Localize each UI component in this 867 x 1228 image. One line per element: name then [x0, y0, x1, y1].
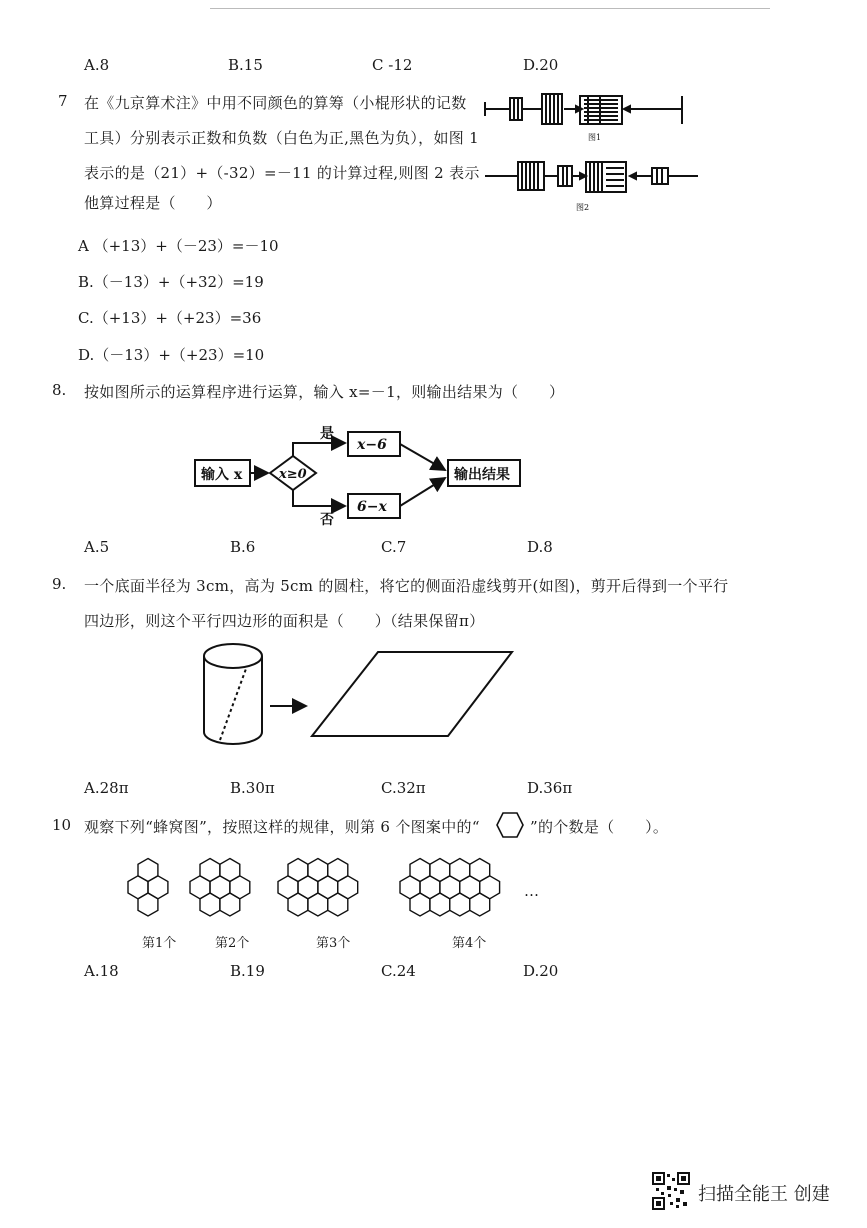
q7-line-3: 表示的是（21）+（-32）=－11 的计算过程,则图 2 表示	[84, 164, 480, 182]
q10-label-1: 第1个	[142, 936, 177, 951]
q8-number: 8.	[52, 381, 67, 399]
q6-option-a: A.8	[84, 56, 110, 74]
q10-ellipsis: …	[524, 882, 539, 900]
honeycomb-cell	[220, 893, 240, 916]
q7-option-d: D.（－13）+（+23）=10	[78, 346, 265, 364]
flow-output-label: 输出结果	[454, 467, 510, 483]
q8-text: 按如图所示的运算程序进行运算，输入 x=－1，则输出结果为（ ）	[84, 383, 565, 401]
parallelogram	[312, 652, 512, 736]
qr-code-icon	[652, 1172, 690, 1210]
q8-option-b: B.6	[230, 538, 256, 556]
q9-figure	[198, 640, 528, 752]
honeycomb-cell	[470, 893, 490, 916]
figure-2-label: 图2	[576, 203, 590, 212]
q8-option-a: A.5	[84, 538, 110, 556]
flow-no-label: 否	[320, 512, 334, 528]
honeycomb-cell	[430, 893, 450, 916]
cylinder	[204, 644, 262, 744]
q7-option-c: C.（+13）+（+23）=36	[78, 309, 262, 327]
q10-label-2: 第2个	[215, 936, 250, 951]
q8-option-d: D.8	[527, 538, 553, 556]
flow-yes-label: 是	[320, 426, 334, 442]
q10-option-d: D.20	[523, 962, 559, 980]
top-rule	[210, 8, 770, 9]
flow-yes-box-label: x−6	[357, 437, 387, 453]
q10-label-3: 第3个	[316, 936, 351, 951]
q10-text-before: 观察下列“蜂窝图”，按照这样的规律，则第 6 个图案中的“	[84, 818, 480, 836]
figure-1-label: 图1	[588, 133, 602, 142]
q9-line-1: 一个底面半径为 3cm，高为 5cm 的圆柱，将它的侧面沿虚线剪开(如图)，剪开后得到一个平行	[84, 577, 729, 595]
q7-line-1: 在《九京算术注》中用不同颜色的算筹（小棍形状的记数	[84, 94, 467, 112]
honeycomb-cell	[288, 893, 308, 916]
honeycomb-cell	[328, 893, 348, 916]
q10-option-b: B.19	[230, 962, 265, 980]
q6-option-b: B.15	[228, 56, 263, 74]
q7-line-2: 工具）分别表示正数和负数（白色为正,黑色为负），如图 1	[84, 129, 479, 147]
q10-option-c: C.24	[381, 962, 416, 980]
q8-option-c: C.7	[381, 538, 407, 556]
honeycomb-cell	[410, 893, 430, 916]
q10-text-after: ”的个数是（ ）。	[530, 818, 669, 836]
q10-option-a: A.18	[84, 962, 119, 980]
q9-number: 9.	[52, 575, 67, 593]
q7-option-b: B.（－13）+（+32）=19	[78, 273, 264, 291]
honeycomb-cell	[308, 893, 328, 916]
q10-label-4: 第4个	[452, 936, 487, 951]
q9-option-b: B.30π	[230, 779, 275, 797]
figure-1-rods	[485, 94, 682, 124]
q6-option-c: C -12	[372, 56, 413, 74]
q7-number: 7	[58, 92, 68, 110]
q7-option-a: A （+13）+（－23）=－10	[78, 237, 279, 255]
honeycomb-cell	[138, 893, 158, 916]
q9-line-2: 四边形，则这个平行四边形的面积是（ ）（结果保留π）	[84, 612, 485, 630]
hexagon-icon	[495, 810, 525, 840]
q7-rod-figures	[480, 88, 705, 216]
honeycomb-cell	[200, 893, 220, 916]
q9-option-d: D.36π	[527, 779, 573, 797]
q7-line-4: 他算过程是（ ）	[84, 194, 222, 212]
q9-option-c: C.32π	[381, 779, 426, 797]
flow-no-box-label: 6−x	[357, 499, 387, 515]
honeycomb-cell	[450, 893, 470, 916]
q8-flowchart	[190, 418, 535, 528]
flow-input-label: 输入 x	[201, 467, 243, 483]
footer-watermark-text: 扫描全能王 创建	[698, 1184, 830, 1205]
figure-2-rods	[485, 162, 698, 192]
q10-number: 10	[52, 816, 72, 834]
q6-option-d: D.20	[523, 56, 559, 74]
flow-condition-label: x≥0	[279, 467, 307, 482]
q9-option-a: A.28π	[84, 779, 129, 797]
